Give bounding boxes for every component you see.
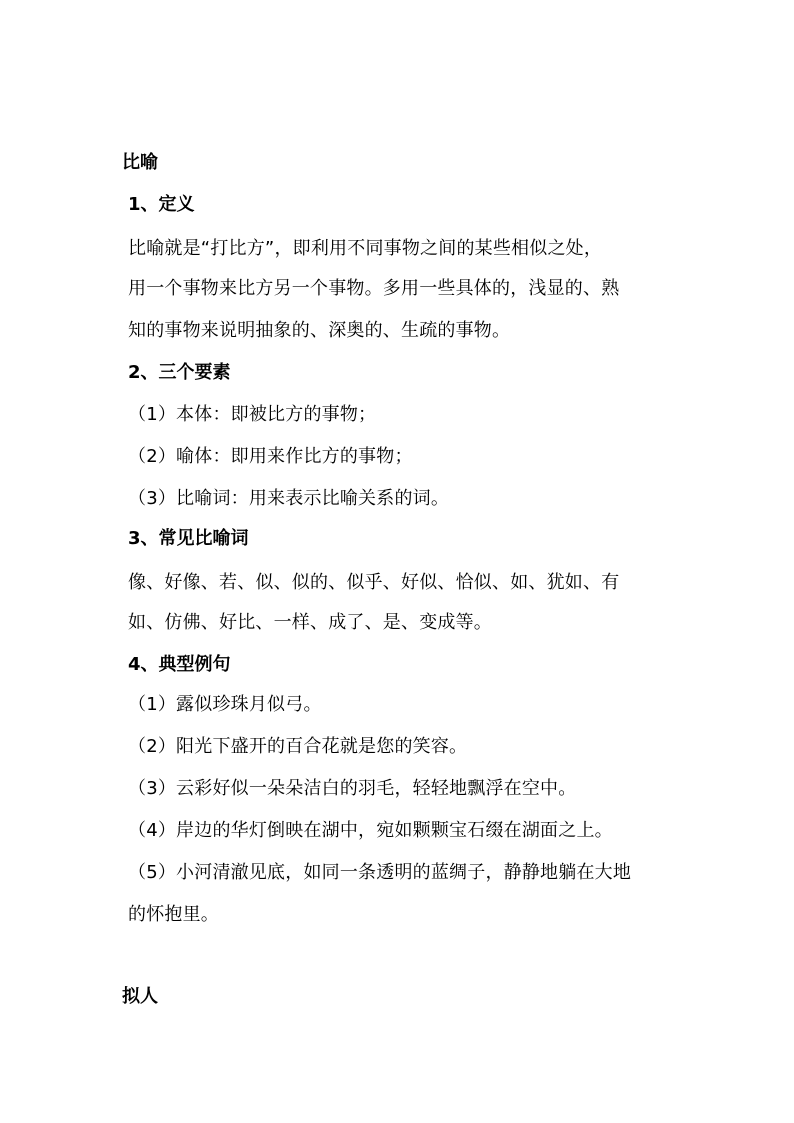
- common-words-line: 如、仿佛、好比、一样、成了、是、变成等。: [128, 612, 492, 633]
- section-heading-examples: 4、典型例句: [128, 654, 231, 675]
- definition-line: 比喻就是“打比方”，即利用不同事物之间的某些相似之处，: [128, 238, 603, 259]
- section-heading-definition: 1、定义: [128, 194, 195, 215]
- common-words-line: 像、好像、若、似、似的、似乎、好似、恰似、如、犹如、有: [128, 572, 620, 593]
- example-item: （2）阳光下盛开的百合花就是您的笑容。: [128, 736, 468, 757]
- list-item: （3）比喻词：用来表示比喻关系的词。: [128, 488, 450, 509]
- section-title-personification: 拟人: [122, 986, 158, 1007]
- section-title-simile: 比喻: [122, 152, 158, 173]
- example-item: （5）小河清澈见底，如同一条透明的蓝绸子，静静地躺在大地: [128, 862, 632, 883]
- list-item: （1）本体：即被比方的事物；: [128, 404, 377, 425]
- example-item: （4）岸边的华灯倒映在湖中，宛如颗颗宝石缀在湖面之上。: [128, 820, 613, 841]
- definition-line: 用一个事物来比方另一个事物。多用一些具体的，浅显的、熟: [128, 278, 620, 299]
- example-item: （1）露似珍珠月似弓。: [128, 694, 322, 715]
- example-item: （3）云彩好似一朵朵洁白的羽毛，轻轻地飘浮在空中。: [128, 778, 577, 799]
- section-heading-elements: 2、三个要素: [128, 362, 231, 383]
- section-heading-common-words: 3、常见比喻词: [128, 528, 249, 549]
- list-item: （2）喻体：即用来作比方的事物；: [128, 446, 413, 467]
- definition-line: 知的事物来说明抽象的、深奥的、生疏的事物。: [128, 320, 511, 341]
- example-item-continuation: 的怀抱里。: [128, 904, 219, 925]
